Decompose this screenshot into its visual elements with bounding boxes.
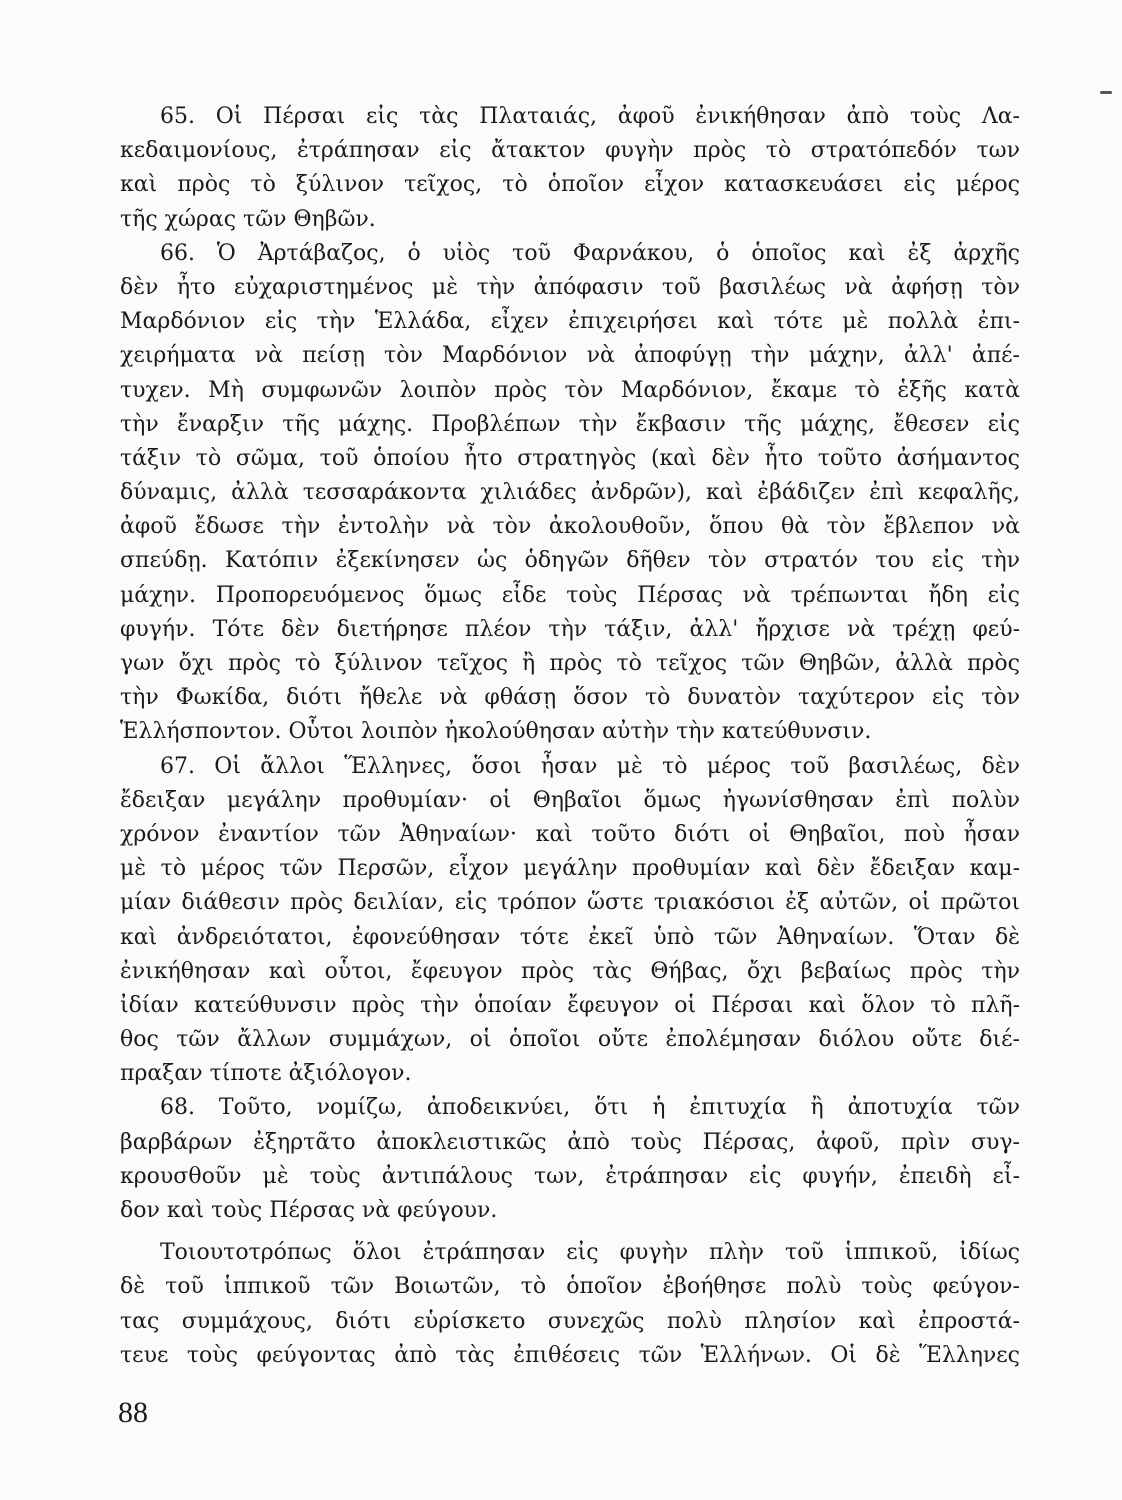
text-line: Μαρδόνιον εἰς τὴν Ἑλλάδα, εἶχεν ἐπιχειρήσει καὶ τότε μὲ πολλὰ ἐπι- [120,309,1020,335]
text-line: τευε τοὺς φεύγοντας ἀπὸ τὰς ἐπιθέσεις τῶν Ἑλλήνων. Οἱ δὲ Ἕλληνες [120,1342,1020,1368]
text-line: καὶ πρὸς τὸ ξύλινον τεῖχος, τὸ ὁποῖον εἶχον κατασκευάσει εἰς μέρος [120,172,1020,198]
text-line: μίαν διάθεσιν πρὸς δειλίαν, εἰς τρόπον ὥστε τριακόσιοι ἐξ αὐτῶν, οἱ πρῶτοι [120,890,1020,916]
text-line: ἰδίαν κατεύθυνσιν πρὸς τὴν ὁποίαν ἔφευγον οἱ Πέρσαι καὶ ὅλον τὸ πλῆ- [120,992,1020,1018]
text-line: τάξιν τὸ σῶμα, τοῦ ὁποίου ἦτο στρατηγὸς (καὶ δὲν ἦτο τοῦτο ἀσήμαντος [120,445,1020,471]
text-line: τὴν Φωκίδα, διότι ἤθελε νὰ φθάσῃ ὅσον τὸ δυνατὸν ταχύτερον εἰς τὸν [120,685,1020,711]
text-line: δύναμις, ἀλλὰ τεσσαράκοντα χιλιάδες ἀνδρῶν), καὶ ἐβάδιζεν ἐπὶ κεφαλῆς, [120,480,1020,506]
text-line: δὲ τοῦ ἱππικοῦ τῶν Βοιωτῶν, τὸ ὁποῖον ἐβοήθησε πολὺ τοὺς φεύγον- [120,1274,1020,1300]
text-line: τὴν ἔναρξιν τῆς μάχης. Προβλέπων τὴν ἔκβασιν τῆς μάχης, ἔθεσεν εἰς [120,411,1020,437]
text-line: δον καὶ τοὺς Πέρσας νὰ φεύγουν. [120,1198,498,1223]
text-line: τυχεν. Μὴ συμφωνῶν λοιπὸν πρὸς τὸν Μαρδόνιον, ἔκαμε τὸ ἑξῆς κατὰ [120,377,1020,403]
text-line: δὲν ἦτο εὐχαριστημένος μὲ τὴν ἀπόφασιν τοῦ βασιλέως νὰ ἀφήσῃ τὸν [120,274,1020,300]
text-line: χειρήματα νὰ πείσῃ τὸν Μαρδόνιον νὰ ἀποφύγῃ τὴν μάχην, ἀλλ' ἀπέ- [120,343,1020,369]
body-text [120,100,1020,1373]
text-line: 65. Οἱ Πέρσαι εἰς τὰς Πλαταιάς, ἀφοῦ ἐνικήθησαν ἀπὸ τοὺς Λα- [160,104,1020,129]
text-line: γων ὄχι πρὸς τὸ ξύλινον τεῖχος ἢ πρὸς τὸ τεῖχος τῶν Θηβῶν, ἀλλὰ πρὸς [120,651,1020,676]
text-line: χρόνον ἐναντίον τῶν Ἀθηναίων· καὶ τοῦτο διότι οἱ Θηβαῖοι, ποὺ ἦσαν [120,821,1020,847]
paragraph-gap [120,1228,1020,1236]
text-line: κεδαιμονίους, ἐτράπησαν εἰς ἄτακτον φυγὴν πρὸς τὸ στρατόπεδόν των [120,138,1020,164]
text-line: ἔδειξαν μεγάλην προθυμίαν· οἱ Θηβαῖοι ὅμως ἠγωνίσθησαν ἐπὶ πολὺν [120,787,1020,813]
text-line: θος τῶν ἄλλων συμμάχων, οἱ ὁποῖοι οὔτε ἐπολέμησαν διόλου οὔτε διέ- [120,1027,1020,1053]
text-line: 67. Οἱ ἄλλοι Ἕλληνες, ὅσοι ἦσαν μὲ τὸ μέρος τοῦ βασιλέως, δὲν [160,753,1020,779]
text-line: τῆς χώρας τῶν Θηβῶν. [120,206,376,232]
text-line: καὶ ἀνδρειότατοι, ἐφονεύθησαν τότε ἐκεῖ ὑπὸ τῶν Ἀθηναίων. Ὅταν δὲ [120,924,1020,950]
text-line: σπεύδῃ. Κατόπιν ἐξεκίνησεν ὡς ὁδηγῶν δῆθεν τὸν στρατόν του εἰς τὴν [120,548,1020,574]
text-line: πραξαν τίποτε ἀξιόλογον. [120,1061,412,1087]
text-line: μὲ τὸ μέρος τῶν Περσῶν, εἶχον μεγάλην προθυμίαν καὶ δὲν ἔδειξαν καμ- [120,856,1020,882]
text-line: τας συμμάχους, διότι εὑρίσκετο συνεχῶς πολὺ πλησίον καὶ ἐπροστά- [120,1308,1020,1334]
text-line: κρουσθοῦν μὲ τοὺς ἀντιπάλους των, ἐτράπησαν εἰς φυγήν, ἐπειδὴ εἶ- [120,1163,1020,1189]
text-line: ἀφοῦ ἔδωσε τὴν ἐντολὴν νὰ τὸν ἀκολουθοῦν, ὅπου θὰ τὸν ἔβλεπον νὰ [120,514,1020,540]
edge-mark [1100,91,1112,94]
text-line: βαρβάρων ἐξηρτᾶτο ἀποκλειστικῶς ἀπὸ τοὺς Πέρσας, ἀφοῦ, πρὶν συγ- [120,1129,1020,1155]
text-line: Ἑλλήσποντον. Οὗτοι λοιπὸν ἠκολούθησαν αὐτὴν τὴν κατεύθυνσιν. [120,719,872,745]
text-line: 66. Ὁ Ἀρτάβαζος, ὁ υἱὸς τοῦ Φαρνάκου, ὁ ὁποῖος καὶ ἐξ ἀρχῆς [160,240,1020,266]
page-number: 88 [118,1396,148,1429]
text-line: Τοιουτοτρόπως ὅλοι ἐτράπησαν εἰς φυγὴν πλὴν τοῦ ἱππικοῦ, ἰδίως [160,1240,1020,1266]
text-line: φυγήν. Τότε δὲν διετήρησε πλέον τὴν τάξιν, ἀλλ' ἤρχισε νὰ τρέχῃ φεύ- [120,616,1020,642]
text-line: ἐνικήθησαν καὶ οὗτοι, ἔφευγον πρὸς τὰς Θήβας, ὄχι βεβαίως πρὸς τὴν [120,958,1020,984]
text-line: μάχην. Προπορευόμενος ὅμως εἶδε τοὺς Πέρσας νὰ τρέπωνται ἤδη εἰς [120,582,1020,608]
text-line: 68. Τοῦτο, νομίζω, ἀποδεικνύει, ὅτι ἡ ἐπιτυχία ἢ ἀποτυχία τῶν [160,1095,1020,1121]
